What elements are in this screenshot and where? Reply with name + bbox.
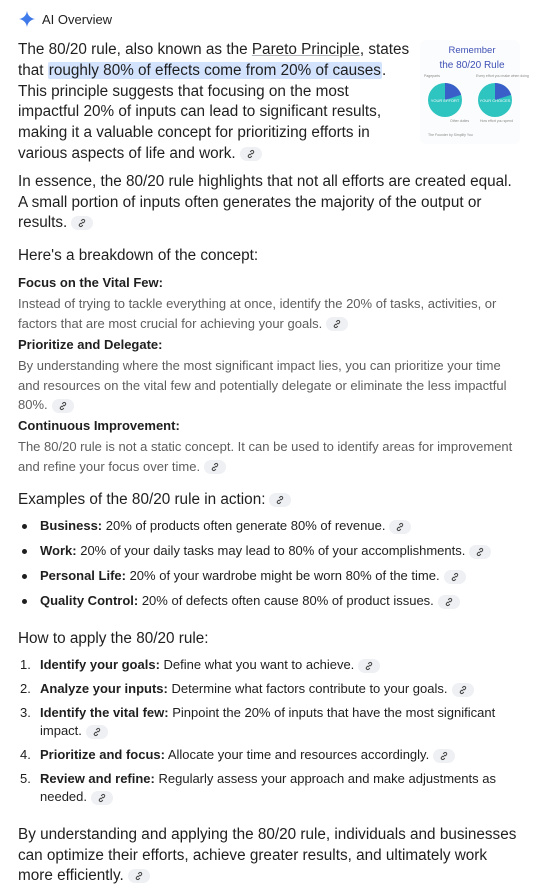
ai-overview-title: AI Overview	[42, 11, 113, 27]
thumbnail-title-line1: Remember	[448, 45, 496, 56]
essence-text: In essence, the 80/20 rule highlights that not all efforts are created equal. A small portion of inputs often generates the majority of the output or results.	[18, 173, 512, 231]
link-icon[interactable]	[452, 683, 474, 697]
breakdown-item	[18, 417, 524, 476]
breakdown-item	[18, 274, 524, 333]
breakdown-item	[18, 336, 524, 415]
list-item: Business: 20% of products often generate 80% of revenue.	[18, 517, 524, 542]
breakdown-item-desc: Instead of trying to tackle everything at once, identify the 20% of tasks, activities, or factors that are most crucial for achieving your goals.	[18, 296, 497, 331]
highlighted-text: roughly 80% of effects come from 20% of causes	[48, 61, 381, 79]
intro-text: . This principle suggests that focusing on the most impactful 20% of inputs can lead to significant results, making it a valuable concept for prioritizing efforts in various aspects of life and work.	[18, 61, 387, 162]
examples-list	[18, 517, 524, 617]
essence-paragraph	[18, 172, 518, 234]
link-icon[interactable]	[204, 460, 226, 474]
breakdown-item-title: Focus on the Vital Few:	[18, 275, 163, 290]
pareto-principle-link[interactable]: Pareto Principle	[251, 41, 360, 58]
list-item: 3. Identify the vital few: Pinpoint the 20% of inputs that have the most significant impact.	[20, 705, 496, 738]
intro-paragraph	[18, 40, 412, 165]
thumbnail-left-top-label: Pageparts	[424, 74, 440, 78]
link-icon[interactable]	[444, 570, 466, 584]
breakdown-item-title: Continuous Improvement:	[18, 418, 180, 433]
gemini-sparkle-icon	[18, 10, 36, 28]
list-item: 4. Prioritize and focus: Allocate your time and resources accordingly.	[18, 746, 524, 764]
breakdown-item-desc: By understanding where the most significant impact lies, you can prioritize your time and resources on the vital few and potentially delegate or eliminate the less impactful 80%.	[18, 358, 507, 413]
link-icon[interactable]	[86, 725, 108, 739]
thumbnail-left-circle-label: YOUR EFFORT	[430, 98, 460, 103]
breakdown-item-title: Prioritize and Delegate:	[18, 337, 163, 352]
link-icon[interactable]	[52, 399, 74, 413]
examples-heading: Examples of the 80/20 rule in action:	[18, 490, 291, 510]
link-icon[interactable]	[326, 317, 348, 331]
intro-text: , states that	[18, 41, 410, 79]
breakdown-heading: Here's a breakdown of the concept:	[18, 247, 259, 264]
link-icon[interactable]	[469, 545, 491, 559]
thumbnail-right-bottom-label: How effort you spend	[480, 119, 514, 123]
thumbnail-right-circle-label: YOUR CHOICES	[479, 98, 511, 103]
list-item: 5. Review and refine: Regularly assess your approach and make adjustments as needed.	[20, 771, 496, 804]
list-item: Work: 20% of your daily tasks may lead to 80% of your accomplishments.	[18, 542, 524, 567]
link-icon[interactable]	[358, 659, 380, 673]
link-icon[interactable]	[71, 216, 93, 230]
link-icon[interactable]	[389, 520, 411, 534]
list-item: Personal Life: 20% of your wardrobe might be worn 80% of the time.	[18, 567, 524, 592]
thumbnail-left-bottom-label: Other duties	[450, 119, 470, 123]
link-icon[interactable]	[438, 595, 460, 609]
ai-overview-header	[18, 10, 112, 28]
link-icon[interactable]	[128, 869, 150, 883]
intro-text: The 80/20 rule, also known as the	[18, 41, 252, 58]
link-icon[interactable]	[240, 147, 262, 161]
list-item: 1. Identify your goals: Define what you want to achieve.	[18, 656, 524, 674]
thumbnail-footer: The Founder by Simplify You	[428, 133, 473, 137]
link-icon[interactable]	[91, 791, 113, 805]
conclusion-paragraph	[18, 825, 518, 887]
howto-list	[18, 656, 524, 812]
thumbnail-right-top-label: Every effort you make when doing	[476, 74, 529, 78]
list-item: Quality Control: 20% of defects often cause 80% of product issues.	[18, 592, 524, 617]
thumbnail-title-line2: the 80/20 Rule	[439, 60, 505, 71]
conclusion-text: By understanding and applying the 80/20 rule, individuals and businesses can optimize their efforts, achieve greater results, and ultimately work more efficiently.	[18, 826, 517, 884]
link-icon[interactable]	[433, 749, 455, 763]
howto-heading: How to apply the 80/20 rule:	[18, 630, 209, 647]
breakdown-item-desc: The 80/20 rule is not a static concept. It can be used to identify areas for improvement and refine your focus over time.	[18, 439, 513, 474]
pareto-thumbnail-image[interactable]	[420, 40, 529, 144]
list-item: 2. Analyze your inputs: Determine what factors contribute to your goals.	[18, 680, 524, 698]
link-icon[interactable]	[269, 493, 291, 507]
